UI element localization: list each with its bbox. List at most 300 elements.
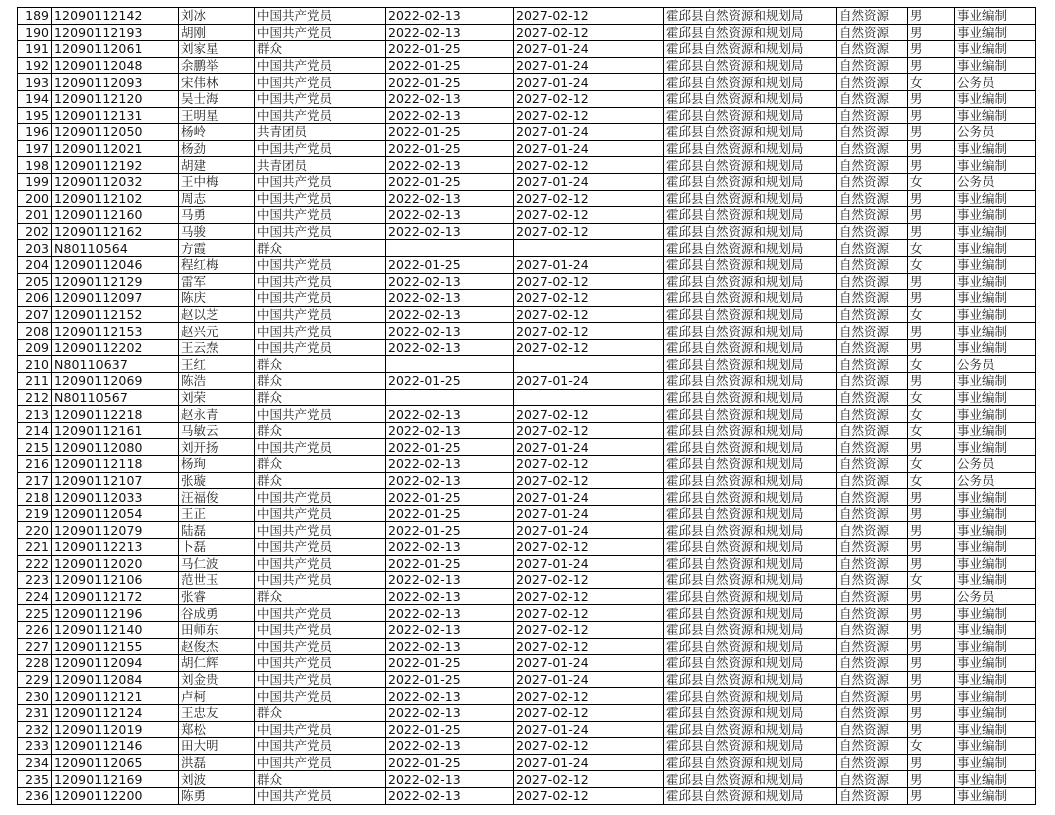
row-index-cell: 224	[18, 588, 52, 605]
exam-id-cell: 12090112124	[52, 704, 179, 721]
political-status-cell: 中国共产党员	[255, 439, 386, 456]
gender-cell: 男	[908, 754, 955, 771]
exam-id-cell: 12090112142	[52, 8, 179, 25]
end-date-cell: 2027-02-12	[514, 223, 664, 240]
name-cell: 周志	[179, 190, 255, 207]
end-date-cell: 2027-02-12	[514, 90, 664, 107]
category-cell: 自然资源	[837, 190, 908, 207]
name-cell: 田大明	[179, 738, 255, 755]
unit-cell: 霍邱县自然资源和规划局	[664, 389, 837, 406]
political-status-cell: 中国共产党员	[255, 572, 386, 589]
exam-id-cell: 12090112155	[52, 638, 179, 655]
staff-type-cell: 事业编制	[955, 8, 1036, 25]
category-cell: 自然资源	[837, 124, 908, 141]
name-cell: 田师东	[179, 621, 255, 638]
political-status-cell: 群众	[255, 472, 386, 489]
unit-cell: 霍邱县自然资源和规划局	[664, 406, 837, 423]
staff-type-cell: 事业编制	[955, 688, 1036, 705]
political-status-cell: 群众	[255, 422, 386, 439]
end-date-cell: 2027-02-12	[514, 472, 664, 489]
row-index-cell: 196	[18, 124, 52, 141]
row-index-cell: 203	[18, 240, 52, 257]
end-date-cell: 2027-02-12	[514, 107, 664, 124]
row-index-cell: 207	[18, 306, 52, 323]
staff-type-cell: 事业编制	[955, 273, 1036, 290]
political-status-cell: 中国共产党员	[255, 24, 386, 41]
row-index-cell: 218	[18, 489, 52, 506]
exam-id-cell: 12090112048	[52, 57, 179, 74]
end-date-cell: 2027-02-12	[514, 638, 664, 655]
end-date-cell	[514, 240, 664, 257]
exam-id-cell: 12090112152	[52, 306, 179, 323]
name-cell: 王中梅	[179, 173, 255, 190]
unit-cell: 霍邱县自然资源和规划局	[664, 90, 837, 107]
name-cell: 王明星	[179, 107, 255, 124]
unit-cell: 霍邱县自然资源和规划局	[664, 489, 837, 506]
table-row	[18, 721, 1036, 738]
start-date-cell: 2022-01-25	[386, 671, 514, 688]
gender-cell: 女	[908, 572, 955, 589]
row-index-cell: 221	[18, 539, 52, 556]
table-row	[18, 356, 1036, 373]
gender-cell: 男	[908, 489, 955, 506]
table-row	[18, 489, 1036, 506]
category-cell: 自然资源	[837, 41, 908, 58]
table-row	[18, 256, 1036, 273]
start-date-cell: 2022-02-13	[386, 787, 514, 804]
staff-type-cell: 事业编制	[955, 721, 1036, 738]
category-cell: 自然资源	[837, 74, 908, 91]
category-cell: 自然资源	[837, 389, 908, 406]
table-row	[18, 207, 1036, 224]
start-date-cell: 2022-01-25	[386, 555, 514, 572]
political-status-cell: 群众	[255, 389, 386, 406]
staff-type-cell: 事业编制	[955, 655, 1036, 672]
row-index-cell: 229	[18, 671, 52, 688]
row-index-cell: 189	[18, 8, 52, 25]
table-row	[18, 671, 1036, 688]
gender-cell: 女	[908, 389, 955, 406]
category-cell: 自然资源	[837, 539, 908, 556]
end-date-cell: 2027-01-24	[514, 671, 664, 688]
name-cell: 卜磊	[179, 539, 255, 556]
political-status-cell: 中国共产党员	[255, 190, 386, 207]
row-index-cell: 234	[18, 754, 52, 771]
start-date-cell: 2022-01-25	[386, 173, 514, 190]
exam-id-cell: 12090112200	[52, 787, 179, 804]
exam-id-cell: 12090112084	[52, 671, 179, 688]
political-status-cell: 中国共产党员	[255, 688, 386, 705]
category-cell: 自然资源	[837, 522, 908, 539]
category-cell: 自然资源	[837, 588, 908, 605]
staff-type-cell: 事业编制	[955, 489, 1036, 506]
name-cell: 杨岭	[179, 124, 255, 141]
start-date-cell: 2022-02-13	[386, 290, 514, 307]
end-date-cell: 2027-02-12	[514, 771, 664, 788]
exam-id-cell: 12090112160	[52, 207, 179, 224]
exam-id-cell: 12090112120	[52, 90, 179, 107]
start-date-cell	[386, 356, 514, 373]
end-date-cell: 2027-01-24	[514, 373, 664, 390]
table-row	[18, 223, 1036, 240]
start-date-cell: 2022-02-13	[386, 190, 514, 207]
end-date-cell: 2027-01-24	[514, 41, 664, 58]
name-cell: 赵永青	[179, 406, 255, 423]
start-date-cell: 2022-02-13	[386, 339, 514, 356]
table-row	[18, 373, 1036, 390]
row-index-cell: 217	[18, 472, 52, 489]
table-row	[18, 621, 1036, 638]
staff-type-cell: 事业编制	[955, 406, 1036, 423]
category-cell: 自然资源	[837, 107, 908, 124]
name-cell: 洪磊	[179, 754, 255, 771]
category-cell: 自然资源	[837, 157, 908, 174]
staff-type-cell: 事业编制	[955, 339, 1036, 356]
category-cell: 自然资源	[837, 223, 908, 240]
name-cell: 赵兴元	[179, 323, 255, 340]
staff-type-cell: 事业编制	[955, 422, 1036, 439]
table-row	[18, 90, 1036, 107]
start-date-cell: 2022-01-25	[386, 522, 514, 539]
exam-id-cell: 12090112102	[52, 190, 179, 207]
category-cell: 自然资源	[837, 306, 908, 323]
end-date-cell: 2027-01-24	[514, 721, 664, 738]
gender-cell: 男	[908, 157, 955, 174]
unit-cell: 霍邱县自然资源和规划局	[664, 505, 837, 522]
table-row	[18, 173, 1036, 190]
political-status-cell: 群众	[255, 41, 386, 58]
political-status-cell: 群众	[255, 704, 386, 721]
exam-id-cell: N80110637	[52, 356, 179, 373]
gender-cell: 男	[908, 771, 955, 788]
name-cell: 马仁波	[179, 555, 255, 572]
category-cell: 自然资源	[837, 655, 908, 672]
political-status-cell: 群众	[255, 588, 386, 605]
row-index-cell: 228	[18, 655, 52, 672]
political-status-cell: 中国共产党员	[255, 207, 386, 224]
category-cell: 自然资源	[837, 738, 908, 755]
exam-id-cell: 12090112069	[52, 373, 179, 390]
end-date-cell: 2027-01-24	[514, 124, 664, 141]
table-row	[18, 422, 1036, 439]
gender-cell: 男	[908, 605, 955, 622]
staff-type-cell: 事业编制	[955, 107, 1036, 124]
table-row	[18, 505, 1036, 522]
staff-type-cell: 事业编制	[955, 522, 1036, 539]
category-cell: 自然资源	[837, 621, 908, 638]
start-date-cell: 2022-01-25	[386, 57, 514, 74]
staff-type-cell: 事业编制	[955, 207, 1036, 224]
category-cell: 自然资源	[837, 406, 908, 423]
name-cell: 赵以芝	[179, 306, 255, 323]
gender-cell: 男	[908, 588, 955, 605]
table-row	[18, 787, 1036, 804]
political-status-cell: 中国共产党员	[255, 605, 386, 622]
start-date-cell: 2022-02-13	[386, 771, 514, 788]
start-date-cell: 2022-02-13	[386, 456, 514, 473]
start-date-cell: 2022-02-13	[386, 688, 514, 705]
unit-cell: 霍邱县自然资源和规划局	[664, 24, 837, 41]
gender-cell: 男	[908, 273, 955, 290]
category-cell: 自然资源	[837, 721, 908, 738]
name-cell: 吴士海	[179, 90, 255, 107]
row-index-cell: 215	[18, 439, 52, 456]
staff-type-cell: 公务员	[955, 588, 1036, 605]
category-cell: 自然资源	[837, 472, 908, 489]
name-cell: 余鹏举	[179, 57, 255, 74]
row-index-cell: 226	[18, 621, 52, 638]
category-cell: 自然资源	[837, 339, 908, 356]
row-index-cell: 219	[18, 505, 52, 522]
gender-cell: 男	[908, 671, 955, 688]
category-cell: 自然资源	[837, 57, 908, 74]
table-row	[18, 124, 1036, 141]
exam-id-cell: 12090112033	[52, 489, 179, 506]
name-cell: 赵俊杰	[179, 638, 255, 655]
start-date-cell: 2022-02-13	[386, 621, 514, 638]
row-index-cell: 232	[18, 721, 52, 738]
gender-cell: 男	[908, 505, 955, 522]
row-index-cell: 230	[18, 688, 52, 705]
row-index-cell: 191	[18, 41, 52, 58]
table-row	[18, 572, 1036, 589]
unit-cell: 霍邱县自然资源和规划局	[664, 190, 837, 207]
start-date-cell: 2022-02-13	[386, 223, 514, 240]
table-row	[18, 456, 1036, 473]
name-cell: 雷军	[179, 273, 255, 290]
row-index-cell: 199	[18, 173, 52, 190]
end-date-cell: 2027-02-12	[514, 207, 664, 224]
political-status-cell: 中国共产党员	[255, 738, 386, 755]
name-cell: 刘家星	[179, 41, 255, 58]
row-index-cell: 204	[18, 256, 52, 273]
exam-id-cell: 12090112097	[52, 290, 179, 307]
end-date-cell: 2027-02-12	[514, 621, 664, 638]
table-row	[18, 522, 1036, 539]
row-index-cell: 233	[18, 738, 52, 755]
unit-cell: 霍邱县自然资源和规划局	[664, 621, 837, 638]
exam-id-cell: 12090112079	[52, 522, 179, 539]
gender-cell: 男	[908, 323, 955, 340]
exam-id-cell: 12090112129	[52, 273, 179, 290]
unit-cell: 霍邱县自然资源和规划局	[664, 605, 837, 622]
table-row	[18, 57, 1036, 74]
staff-type-cell: 事业编制	[955, 572, 1036, 589]
row-index-cell: 214	[18, 422, 52, 439]
political-status-cell: 中国共产党员	[255, 406, 386, 423]
table-row	[18, 306, 1036, 323]
start-date-cell: 2022-02-13	[386, 422, 514, 439]
name-cell: 范世玉	[179, 572, 255, 589]
political-status-cell: 中国共产党员	[255, 539, 386, 556]
gender-cell: 男	[908, 522, 955, 539]
start-date-cell: 2022-01-25	[386, 505, 514, 522]
staff-type-cell: 事业编制	[955, 738, 1036, 755]
category-cell: 自然资源	[837, 422, 908, 439]
table-row	[18, 273, 1036, 290]
political-status-cell: 中国共产党员	[255, 57, 386, 74]
end-date-cell: 2027-01-24	[514, 522, 664, 539]
staff-type-cell: 事业编制	[955, 90, 1036, 107]
end-date-cell: 2027-01-24	[514, 57, 664, 74]
exam-id-cell: 12090112218	[52, 406, 179, 423]
table-row	[18, 8, 1036, 25]
political-status-cell: 群众	[255, 373, 386, 390]
name-cell: 陈浩	[179, 373, 255, 390]
start-date-cell: 2022-02-13	[386, 704, 514, 721]
unit-cell: 霍邱县自然资源和规划局	[664, 290, 837, 307]
end-date-cell: 2027-02-12	[514, 539, 664, 556]
unit-cell: 霍邱县自然资源和规划局	[664, 472, 837, 489]
start-date-cell: 2022-02-13	[386, 472, 514, 489]
unit-cell: 霍邱县自然资源和规划局	[664, 671, 837, 688]
name-cell: 陈勇	[179, 787, 255, 804]
unit-cell: 霍邱县自然资源和规划局	[664, 41, 837, 58]
staff-type-cell: 公务员	[955, 356, 1036, 373]
unit-cell: 霍邱县自然资源和规划局	[664, 456, 837, 473]
start-date-cell: 2022-01-25	[386, 124, 514, 141]
category-cell: 自然资源	[837, 173, 908, 190]
political-status-cell: 中国共产党员	[255, 754, 386, 771]
category-cell: 自然资源	[837, 90, 908, 107]
name-cell: 刘荣	[179, 389, 255, 406]
gender-cell: 女	[908, 738, 955, 755]
table-row	[18, 190, 1036, 207]
staff-type-cell: 事业编制	[955, 24, 1036, 41]
staff-type-cell: 事业编制	[955, 439, 1036, 456]
staff-type-cell: 事业编制	[955, 256, 1036, 273]
table-row	[18, 539, 1036, 556]
end-date-cell: 2027-01-24	[514, 256, 664, 273]
exam-id-cell: 12090112080	[52, 439, 179, 456]
end-date-cell	[514, 356, 664, 373]
category-cell: 自然资源	[837, 356, 908, 373]
staff-type-cell: 事业编制	[955, 621, 1036, 638]
unit-cell: 霍邱县自然资源和规划局	[664, 57, 837, 74]
unit-cell: 霍邱县自然资源和规划局	[664, 572, 837, 589]
staff-type-cell: 事业编制	[955, 240, 1036, 257]
name-cell: 王正	[179, 505, 255, 522]
gender-cell: 男	[908, 57, 955, 74]
table-row	[18, 771, 1036, 788]
gender-cell: 女	[908, 240, 955, 257]
end-date-cell: 2027-01-24	[514, 173, 664, 190]
start-date-cell: 2022-01-25	[386, 373, 514, 390]
start-date-cell: 2022-02-13	[386, 157, 514, 174]
table-row	[18, 754, 1036, 771]
unit-cell: 霍邱县自然资源和规划局	[664, 738, 837, 755]
category-cell: 自然资源	[837, 373, 908, 390]
start-date-cell: 2022-01-25	[386, 74, 514, 91]
unit-cell: 霍邱县自然资源和规划局	[664, 439, 837, 456]
name-cell: 陆磊	[179, 522, 255, 539]
table-row	[18, 24, 1036, 41]
exam-id-cell: 12090112169	[52, 771, 179, 788]
table-row	[18, 638, 1036, 655]
unit-cell: 霍邱县自然资源和规划局	[664, 256, 837, 273]
staff-type-cell: 事业编制	[955, 223, 1036, 240]
political-status-cell: 共青团员	[255, 157, 386, 174]
unit-cell: 霍邱县自然资源和规划局	[664, 8, 837, 25]
staff-type-cell: 事业编制	[955, 605, 1036, 622]
exam-id-cell: 12090112106	[52, 572, 179, 589]
start-date-cell: 2022-02-13	[386, 588, 514, 605]
row-index-cell: 213	[18, 406, 52, 423]
row-index-cell: 222	[18, 555, 52, 572]
category-cell: 自然资源	[837, 456, 908, 473]
start-date-cell: 2022-01-25	[386, 140, 514, 157]
table-row	[18, 406, 1036, 423]
end-date-cell: 2027-02-12	[514, 704, 664, 721]
name-cell: 卢柯	[179, 688, 255, 705]
start-date-cell: 2022-02-13	[386, 273, 514, 290]
table-row	[18, 240, 1036, 257]
start-date-cell: 2022-02-13	[386, 323, 514, 340]
exam-id-cell: 12090112131	[52, 107, 179, 124]
row-index-cell: 206	[18, 290, 52, 307]
end-date-cell: 2027-01-24	[514, 489, 664, 506]
name-cell: 胡仁辉	[179, 655, 255, 672]
unit-cell: 霍邱县自然资源和规划局	[664, 323, 837, 340]
staff-type-cell: 事业编制	[955, 57, 1036, 74]
gender-cell: 男	[908, 621, 955, 638]
table-row	[18, 439, 1036, 456]
exam-id-cell: 12090112146	[52, 738, 179, 755]
unit-cell: 霍邱县自然资源和规划局	[664, 157, 837, 174]
staff-type-cell: 事业编制	[955, 539, 1036, 556]
start-date-cell	[386, 389, 514, 406]
exam-id-cell: 12090112019	[52, 721, 179, 738]
row-index-cell: 210	[18, 356, 52, 373]
staff-type-cell: 事业编制	[955, 190, 1036, 207]
unit-cell: 霍邱县自然资源和规划局	[664, 688, 837, 705]
row-index-cell: 208	[18, 323, 52, 340]
political-status-cell: 中国共产党员	[255, 306, 386, 323]
end-date-cell: 2027-02-12	[514, 323, 664, 340]
end-date-cell: 2027-01-24	[514, 74, 664, 91]
table-row	[18, 74, 1036, 91]
staff-type-cell: 事业编制	[955, 505, 1036, 522]
unit-cell: 霍邱县自然资源和规划局	[664, 588, 837, 605]
gender-cell: 女	[908, 173, 955, 190]
name-cell: 张璇	[179, 472, 255, 489]
name-cell: 马勇	[179, 207, 255, 224]
end-date-cell: 2027-02-12	[514, 8, 664, 25]
start-date-cell: 2022-02-13	[386, 207, 514, 224]
category-cell: 自然资源	[837, 273, 908, 290]
row-index-cell: 193	[18, 74, 52, 91]
start-date-cell: 2022-02-13	[386, 107, 514, 124]
category-cell: 自然资源	[837, 572, 908, 589]
staff-type-cell: 事业编制	[955, 754, 1036, 771]
table-row	[18, 688, 1036, 705]
unit-cell: 霍邱县自然资源和规划局	[664, 539, 837, 556]
unit-cell: 霍邱县自然资源和规划局	[664, 422, 837, 439]
gender-cell: 男	[908, 638, 955, 655]
name-cell: 胡刚	[179, 24, 255, 41]
political-status-cell: 中国共产党员	[255, 621, 386, 638]
gender-cell: 男	[908, 190, 955, 207]
political-status-cell: 群众	[255, 771, 386, 788]
gender-cell: 男	[908, 704, 955, 721]
name-cell: 方霞	[179, 240, 255, 257]
row-index-cell: 198	[18, 157, 52, 174]
name-cell: 郑松	[179, 721, 255, 738]
unit-cell: 霍邱县自然资源和规划局	[664, 356, 837, 373]
start-date-cell: 2022-02-13	[386, 90, 514, 107]
staff-type-cell: 公务员	[955, 124, 1036, 141]
row-index-cell: 205	[18, 273, 52, 290]
